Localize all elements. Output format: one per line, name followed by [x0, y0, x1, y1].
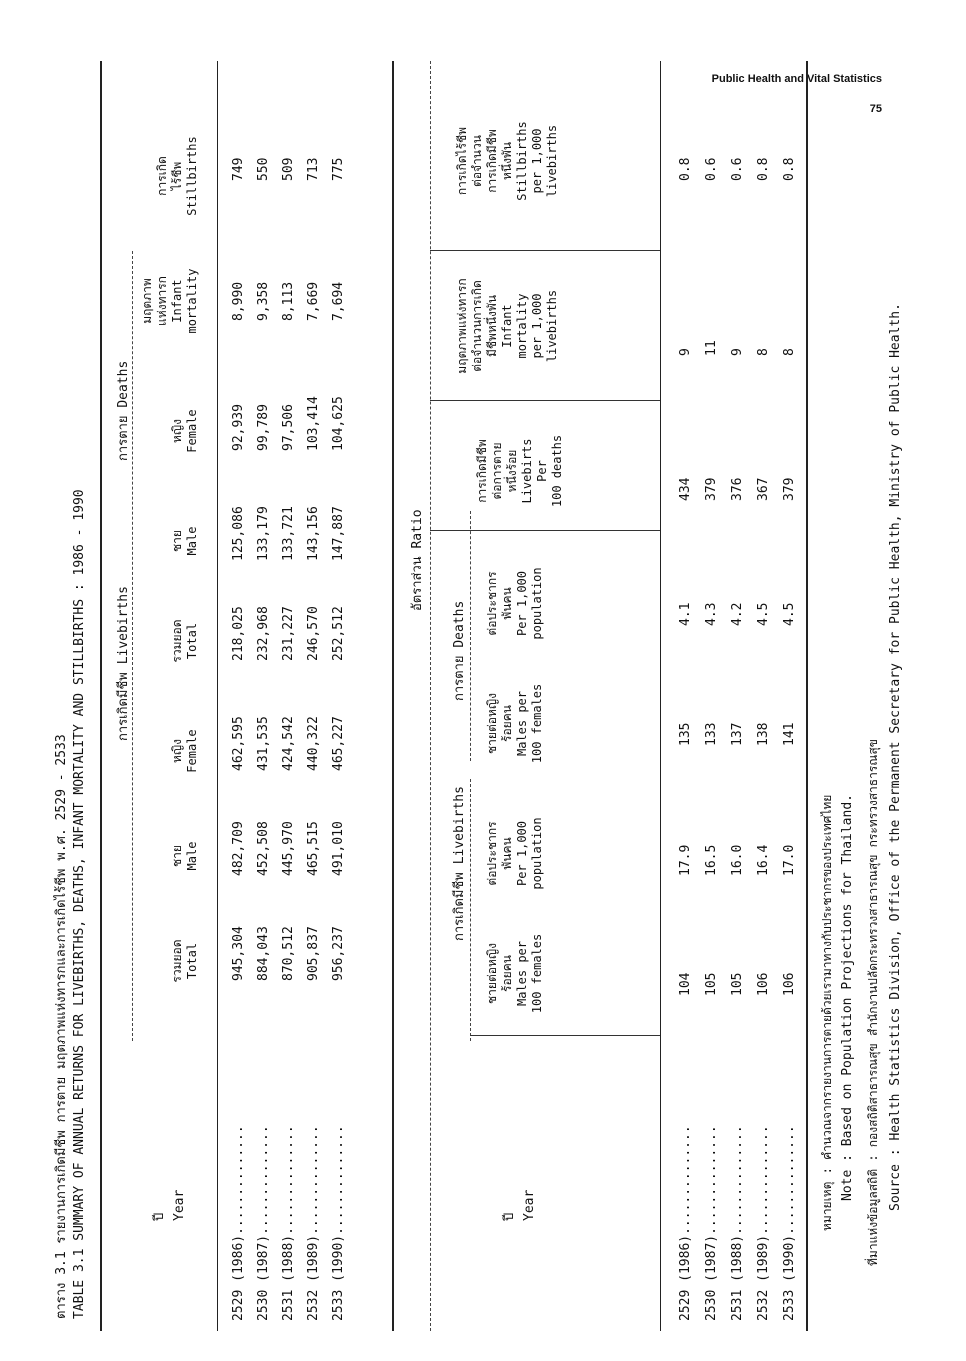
year-cell: 2529 (1986)..............: [231, 1125, 246, 1321]
year-cell: 2533 (1990)..............: [782, 1125, 797, 1321]
lb-sex-cell: 105: [704, 972, 719, 996]
infant-cell: 7,694: [331, 281, 346, 321]
still-cell: 509: [281, 157, 296, 181]
t1-col-d-female: หญิง Female: [170, 409, 199, 453]
t1-col-infant: มฤตภาพ แห่งทารก Infant mortality: [140, 268, 199, 334]
d-sex-cell: 137: [730, 722, 745, 746]
d-pop-cell: 4.5: [782, 602, 797, 626]
still-cell: 749: [231, 157, 246, 181]
year-cell: 2530 (1987)..............: [256, 1125, 271, 1321]
t1-col-lb-male: ชาย Male: [170, 841, 199, 871]
lb-female-cell: 462,595: [231, 716, 246, 771]
table1-year-header: ปี Year: [152, 1189, 187, 1221]
year-cell: 2533 (1990)..............: [331, 1125, 346, 1321]
infant-cell: 9,358: [256, 281, 271, 321]
lb-total-cell: 905,837: [306, 926, 321, 981]
d-sex-cell: 133: [704, 722, 719, 746]
lb-per-death-cell: 434: [678, 477, 693, 501]
lb-sex-cell: 106: [756, 972, 771, 996]
lb-female-cell: 465,227: [331, 716, 346, 771]
lb-male-cell: 445,970: [281, 821, 296, 876]
lb-total-cell: 945,304: [231, 926, 246, 981]
d-male-cell: 125,086: [231, 506, 246, 561]
infant-cell: 7,669: [306, 281, 321, 321]
t2-vrule: [470, 1035, 660, 1036]
d-male-cell: 143,156: [306, 506, 321, 561]
table2-ratio-rule: [430, 61, 431, 1331]
d-pop-cell: 4.5: [756, 602, 771, 626]
still-cell: 0.8: [782, 157, 797, 181]
lb-sex-cell: 104: [678, 972, 693, 996]
d-pop-cell: 4.3: [704, 602, 719, 626]
table1-header-rule: [217, 61, 218, 1331]
d-female-cell: 104,625: [331, 396, 346, 451]
infant-cell: 9: [678, 348, 693, 356]
lb-pop-cell: 16.4: [756, 844, 771, 876]
table1-bottom-rule: [392, 61, 394, 1331]
d-female-cell: 97,506: [281, 404, 296, 451]
lb-female-cell: 431,535: [256, 716, 271, 771]
d-total-cell: 218,025: [231, 606, 246, 661]
t2-col-lb-sex: ชายต่อหญิง ร้อยคน Males per 100 females: [485, 933, 544, 1014]
lb-per-death-cell: 379: [782, 477, 797, 501]
still-cell: 550: [256, 157, 271, 181]
d-male-cell: 133,179: [256, 506, 271, 561]
infant-cell: 8,113: [281, 281, 296, 321]
t2-col-d-sex: ชายต่อหญิง ร้อยคน Males per 100 females: [485, 683, 544, 764]
table2-header-rule: [660, 61, 661, 1331]
lb-female-cell: 440,322: [306, 716, 321, 771]
source-english: Source : Health Statistics Division, Office of the Permanent Secretary for Public Health, Ministry of Public Health.: [888, 303, 903, 1211]
year-cell: 2532 (1989)..............: [306, 1125, 321, 1321]
lb-total-cell: 870,512: [281, 926, 296, 981]
table1-group-livebirths: การเกิดมีชีพ Livebirths: [116, 586, 131, 741]
infant-cell: 8: [782, 348, 797, 356]
infant-cell: 8,990: [231, 281, 246, 321]
year-cell: 2529 (1986)..............: [678, 1125, 693, 1321]
d-sex-cell: 135: [678, 722, 693, 746]
year-cell: 2532 (1989)..............: [756, 1125, 771, 1321]
lb-pop-cell: 17.0: [782, 844, 797, 876]
d-sex-cell: 141: [782, 722, 797, 746]
lb-male-cell: 452,508: [256, 821, 271, 876]
lb-pop-cell: 17.9: [678, 844, 693, 876]
still-cell: 0.8: [756, 157, 771, 181]
d-female-cell: 92,939: [231, 404, 246, 451]
table2-group-livebirths: การเกิดมีชีพ Livebirths: [452, 786, 467, 941]
infant-cell: 11: [704, 340, 719, 356]
infant-cell: 8: [756, 348, 771, 356]
t2-vrule: [430, 400, 660, 401]
t2-col-infant: มฤตภาพแห่งทารก ต่อจำนวนการเกิด มีชีพหนึ่งพัน Infant mortality per 1,000 livebirths: [455, 278, 559, 374]
d-total-cell: 231,227: [281, 606, 296, 661]
title-english: TABLE 3.1 SUMMARY OF ANNUAL RETURNS FOR LIVEBIRTHS, DEATHS, INFANT MORTALITY AND STILLBIRTHS : 1986 - 1990: [72, 489, 87, 1319]
year-cell: 2531 (1988)..............: [730, 1125, 745, 1321]
lb-male-cell: 465,515: [306, 821, 321, 876]
t2-col-still: การเกิดไร้ชีพ ต่อจำนวน การเกิดมีชีพ หนึ่งพัน Stillbirths per 1,000 livebirths: [455, 121, 559, 201]
t2-col-d-pop: ต่อประชากร พันคน Per 1,000 population: [485, 567, 544, 640]
note-thai: หมายเหตุ : คำนวณจากรายงานการตายด้วยเรามาทางกับประชากรของประเทศไทย: [820, 794, 834, 1231]
lb-total-cell: 956,237: [331, 926, 346, 981]
d-total-cell: 252,512: [331, 606, 346, 661]
t2-vrule: [430, 250, 660, 251]
lb-sex-cell: 106: [782, 972, 797, 996]
d-pop-cell: 4.2: [730, 602, 745, 626]
lb-female-cell: 424,542: [281, 716, 296, 771]
table2-group-deaths: การตาย Deaths: [452, 600, 467, 701]
source-thai: ที่มาแห่งข้อมูลสถิติ : กองสถิติสาธารณสุข สำนักงานปลัดกระทรวงสาธารณสุข กระทรวงสาธารณสุข: [866, 739, 880, 1266]
year-cell: 2531 (1988)..............: [281, 1125, 296, 1321]
table1-group-deaths: การตาย Deaths: [116, 360, 131, 461]
lb-per-death-cell: 379: [704, 477, 719, 501]
still-cell: 775: [331, 157, 346, 181]
table2-year-header: ปี Year: [502, 1189, 537, 1221]
t2-col-lb-pop: ต่อประชากร พันคน Per 1,000 population: [485, 817, 544, 890]
t2-col-lb-per-death: การเกิดมีชีพ ต่อการตาย หนึ่งร้อย Livebirts Per 100 deaths: [475, 434, 564, 508]
lb-male-cell: 491,010: [331, 821, 346, 876]
table2-lb-rule: [470, 779, 471, 1041]
d-male-cell: 133,721: [281, 506, 296, 561]
d-female-cell: 99,789: [256, 404, 271, 451]
lb-pop-cell: 16.0: [730, 844, 745, 876]
lb-pop-cell: 16.5: [704, 844, 719, 876]
d-pop-cell: 4.1: [678, 602, 693, 626]
note-english: Note : Based on Population Projections for Thailand.: [840, 794, 855, 1201]
still-cell: 0.6: [730, 157, 745, 181]
infant-cell: 9: [730, 348, 745, 356]
d-total-cell: 232,968: [256, 606, 271, 661]
year-cell: 2530 (1987)..............: [704, 1125, 719, 1321]
lb-per-death-cell: 367: [756, 477, 771, 501]
table2-bottom-rule: [806, 61, 808, 1331]
d-total-cell: 246,570: [306, 606, 321, 661]
t1-col-lb-female: หญิง Female: [170, 729, 199, 773]
section-title: Public Health and Vital Statistics: [711, 73, 882, 85]
lb-sex-cell: 105: [730, 972, 745, 996]
title-thai: ตาราง 3.1 รายงานการเกิดมีชีพ การตาย มฤตภาพแห่งทารกและการเกิดไร้ชีพ พ.ศ. 2529 - 2533: [54, 734, 69, 1319]
still-cell: 0.8: [678, 157, 693, 181]
lb-per-death-cell: 376: [730, 477, 745, 501]
lb-male-cell: 482,709: [231, 821, 246, 876]
page-number: 75: [869, 103, 882, 115]
still-cell: 0.6: [704, 157, 719, 181]
t1-col-lb-total: รวมยอด Total: [170, 939, 199, 983]
t1-col-d-total: รวมยอด Total: [170, 619, 199, 663]
t1-col-d-male: ชาย Male: [170, 526, 199, 556]
lb-total-cell: 884,043: [256, 926, 271, 981]
table1-top-rule: [100, 61, 102, 1331]
table2-ratio-header: อัตราส่วน Ratio: [410, 509, 425, 611]
table2-d-rule: [470, 511, 471, 761]
d-sex-cell: 138: [756, 722, 771, 746]
t2-vrule: [430, 530, 660, 531]
still-cell: 713: [306, 157, 321, 181]
t1-col-still: การเกิด ไร้ชีพ Stillbirths: [155, 136, 199, 216]
d-female-cell: 103,414: [306, 396, 321, 451]
d-male-cell: 147,887: [331, 506, 346, 561]
